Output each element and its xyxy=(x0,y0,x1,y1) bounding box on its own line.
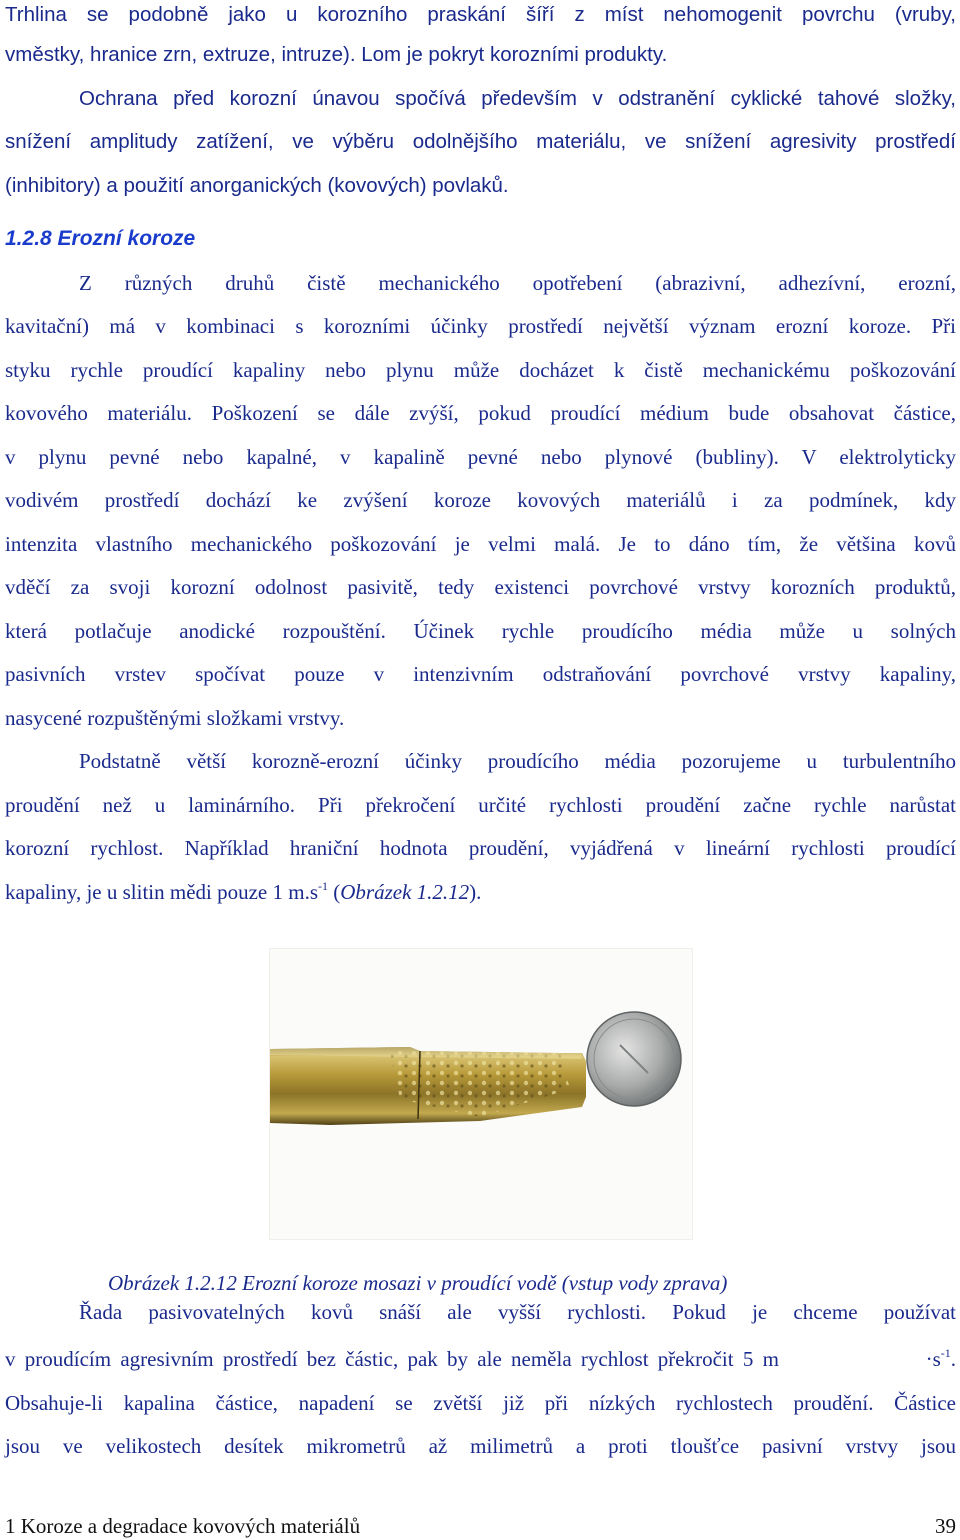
paragraph-3-line-8: vděčí za svoji korozní odolnost pasivitě, tedy existenci povrchové vrstvy korozních produktů, xyxy=(5,575,956,599)
paragraph-1-line-1: Trhlina se podobně jako u korozního praskání šíří z míst nehomogenit povrchu (vruby, xyxy=(5,3,956,26)
paragraph-3-line-9: která potlačuje anodické rozpouštění. Účinek rychle proudícího média může u solných xyxy=(5,619,956,643)
paragraph-5-line-2-unit xyxy=(926,1344,956,1374)
page-number: 39 xyxy=(935,1514,956,1538)
paragraph-5-line-1: Řada pasivovatelných kovů snáší ale vyšší rychlosti. Pokud je chceme používat xyxy=(79,1300,956,1324)
period: . xyxy=(950,1347,956,1371)
paren-open: ( xyxy=(328,880,341,904)
paragraph-2-line-1: Ochrana před korozní únavou spočívá především v odstranění cyklické tahové složky, xyxy=(79,87,956,110)
paragraph-3-line-3: styku rychle proudící kapaliny nebo plynu může docházet k čistě mechanickému poškozování xyxy=(5,358,956,382)
unit-exponent: -1 xyxy=(318,879,329,893)
paragraph-4-line-3: korozní rychlost. Například hraniční hodnota proudění, vyjádřená v lineární rychlosti proudící xyxy=(5,836,956,860)
paragraph-5-line-2 xyxy=(5,1344,956,1374)
paragraph-4-line-4 xyxy=(5,877,956,907)
paragraph-4-line-2: proudění než u laminárního. Při překročení určité rychlosti proudění začne rychle narůstat xyxy=(5,793,956,817)
paragraph-3-line-11: nasycené rozpuštěnými složkami vrstvy. xyxy=(5,706,345,730)
paragraph-3-line-10: pasivních vrstev spočívat pouze v intenzivním odstraňování povrchové vrstvy kapaliny, xyxy=(5,662,956,686)
paragraph-2-line-2: snížení amplitudy zatížení, ve výběru odolnějšího materiálu, ve snížení agresivity prostředí xyxy=(5,130,956,153)
figure-reference: Obrázek 1.2.12 xyxy=(340,880,470,904)
paragraph-5-line-4: jsou ve velikostech desítek mikrometrů až milimetrů a proti tloušťce pasivní vrstvy jsou xyxy=(5,1434,956,1458)
paragraph-2-line-3: (inhibitory) a použití anorganických (kovových) povlaků. xyxy=(5,174,509,197)
corroded-brass-tube-image xyxy=(270,949,692,1239)
unit-exponent-2: -1 xyxy=(940,1346,951,1360)
paragraph-5-line-3: Obsahuje-li kapalina částice, napadení se zvětší již při nízkých rychlostech proudění. Částice xyxy=(5,1391,956,1415)
paragraph-3-line-1: Z různých druhů čistě mechanického opotřebení (abrazivní, adhezívní, erozní, xyxy=(79,271,956,295)
figure-photo xyxy=(269,948,693,1240)
paragraph-5-line-2-text: v proudícím agresivním prostředí bez částic, pak by ale neměla rychlost překročit 5 m xyxy=(5,1347,779,1371)
section-heading: 1.2.8 Erozní koroze xyxy=(5,227,196,250)
unit-seconds: s xyxy=(932,1347,941,1371)
paragraph-3-line-5: v plynu pevné nebo kapalné, v kapalině pevné nebo plynové (bubliny). V elektrolyticky xyxy=(5,445,956,469)
multiplication-dot: · xyxy=(925,1347,933,1371)
paragraph-3-line-6: vodivém prostředí dochází ke zvýšení koroze kovových materiálů i za podmínek, kdy xyxy=(5,488,956,512)
footer-chapter-title: 1 Koroze a degradace kovových materiálů xyxy=(5,1514,361,1538)
paragraph-3-line-7: intenzita vlastního mechanického poškozování je velmi malá. Je to dáno tím, že většina kovů xyxy=(5,532,956,556)
paragraph-4-line-1: Podstatně větší korozně-erozní účinky proudícího média pozorujeme u turbulentního xyxy=(79,749,956,773)
figure-caption: Obrázek 1.2.12 Erozní koroze mosazi v proudící vodě (vstup vody zprava) xyxy=(108,1271,728,1295)
paragraph-4-line-4-text: kapaliny, je u slitin mědi pouze 1 m.s xyxy=(5,880,319,904)
paragraph-3-line-2: kavitační) má v kombinaci s korozními účinky prostředí největší význam erozní koroze. Při xyxy=(5,314,956,338)
paren-close: ). xyxy=(469,880,482,904)
paragraph-1-line-2: vměstky, hranice zrn, extruze, intruze). Lom je pokryt korozními produkty. xyxy=(5,43,668,66)
paragraph-3-line-4: kovového materiálu. Poškození se dále zvýší, pokud proudící médium bude obsahovat částice, xyxy=(5,401,956,425)
